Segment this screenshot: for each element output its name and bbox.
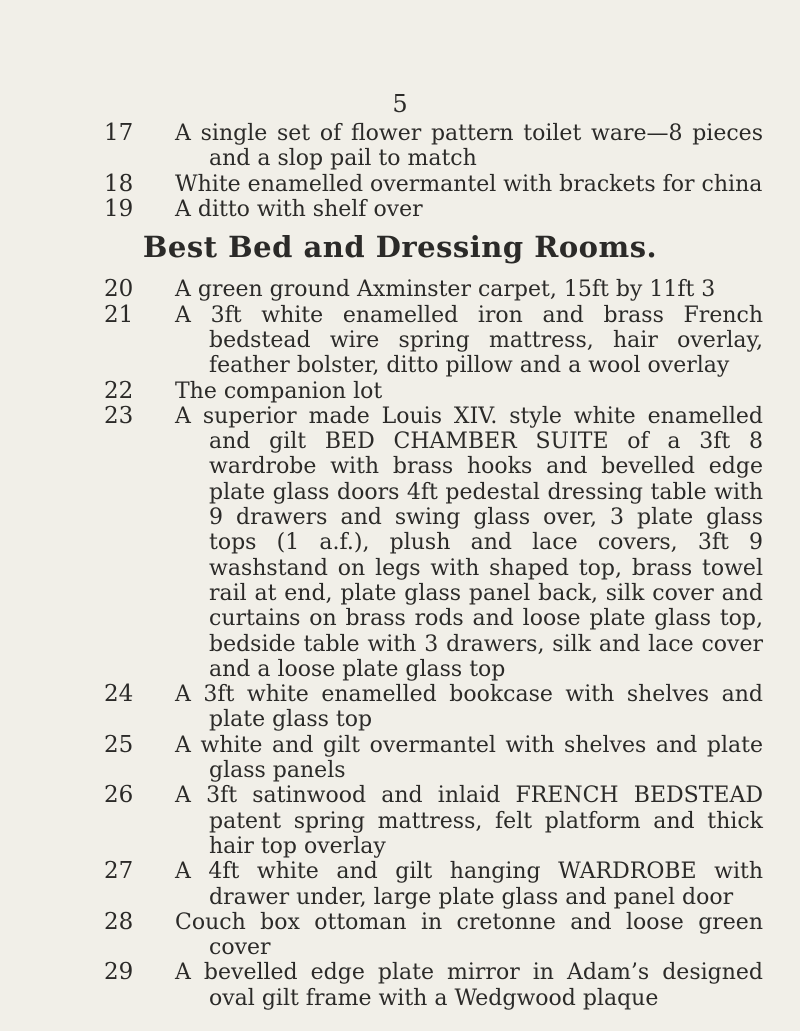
lot-number: 19: [104, 195, 134, 222]
lot-description: The companion lot: [175, 378, 383, 404]
lot-description: A white and gilt overmantel with shelves and plate glass panels: [175, 732, 763, 784]
section-heading: Best Bed and Dressing Rooms.: [142, 229, 658, 264]
lot-number: 22: [104, 377, 134, 404]
lot-number: 28: [104, 908, 134, 935]
lot-description: A green ground Axminster carpet, 15ft by 11ft 3: [175, 277, 716, 303]
lot-description: A ditto with shelf over: [175, 196, 423, 222]
lot-description: A bevelled edge plate mirror in Adam’s designed oval gilt frame with a Wedgwood plaque: [175, 960, 763, 1011]
lot-description: A 3ft satinwood and inlaid FRENCH BEDSTEAD patent spring mattress, felt platform and thick hair top overlay: [175, 783, 763, 859]
lot-description: A superior made Louis XIV. style white enamelled and gilt BED CHAMBER SUITE of a 3ft 8 wardrobe with brass hooks and bevelled edge plate glass doors 4ft pedestal dressing table with 9 drawers and swing glass over, 3 plate glass tops (1 a.f.), plush and lace covers, 3ft 9 washstand on legs with shaped top, brass towel rail at end, plate glass panel back, silk cover and curtains on brass rods and loose plate glass top, bedside table with 3 drawers, silk and lace cover and a loose plate glass top: [175, 403, 763, 682]
lot-description: Couch box ottoman in cretonne and loose green cover: [175, 909, 763, 961]
lot-description: A 3ft white enamelled iron and brass French bedstead wire spring mattress, hair overlay, feather bolster, ditto pillow and a wool overlay: [175, 302, 763, 379]
page-number: 5: [392, 90, 408, 118]
lot-number: 23: [104, 402, 134, 429]
lot-description: A 4ft white and gilt hanging WARDROBE with drawer under, large plate glass and panel door: [175, 859, 763, 910]
lot-number: 24: [104, 681, 134, 708]
lot-number: 29: [104, 959, 134, 986]
lot-number: 18: [104, 170, 134, 197]
lot-number: 20: [104, 276, 134, 303]
lot-number: 21: [104, 301, 134, 328]
lot-description: A 3ft white enamelled bookcase with shelves and plate glass top: [175, 682, 763, 733]
lot-number: 26: [104, 782, 134, 809]
lot-number: 25: [104, 731, 134, 758]
lot-description: White enamelled overmantel with brackets for china: [175, 171, 763, 197]
lot-number: 17: [104, 120, 134, 146]
lot-number: 27: [104, 858, 134, 885]
lot-description: A single set of flower pattern toilet ware—8 pieces and a slop pail to match: [175, 121, 763, 172]
